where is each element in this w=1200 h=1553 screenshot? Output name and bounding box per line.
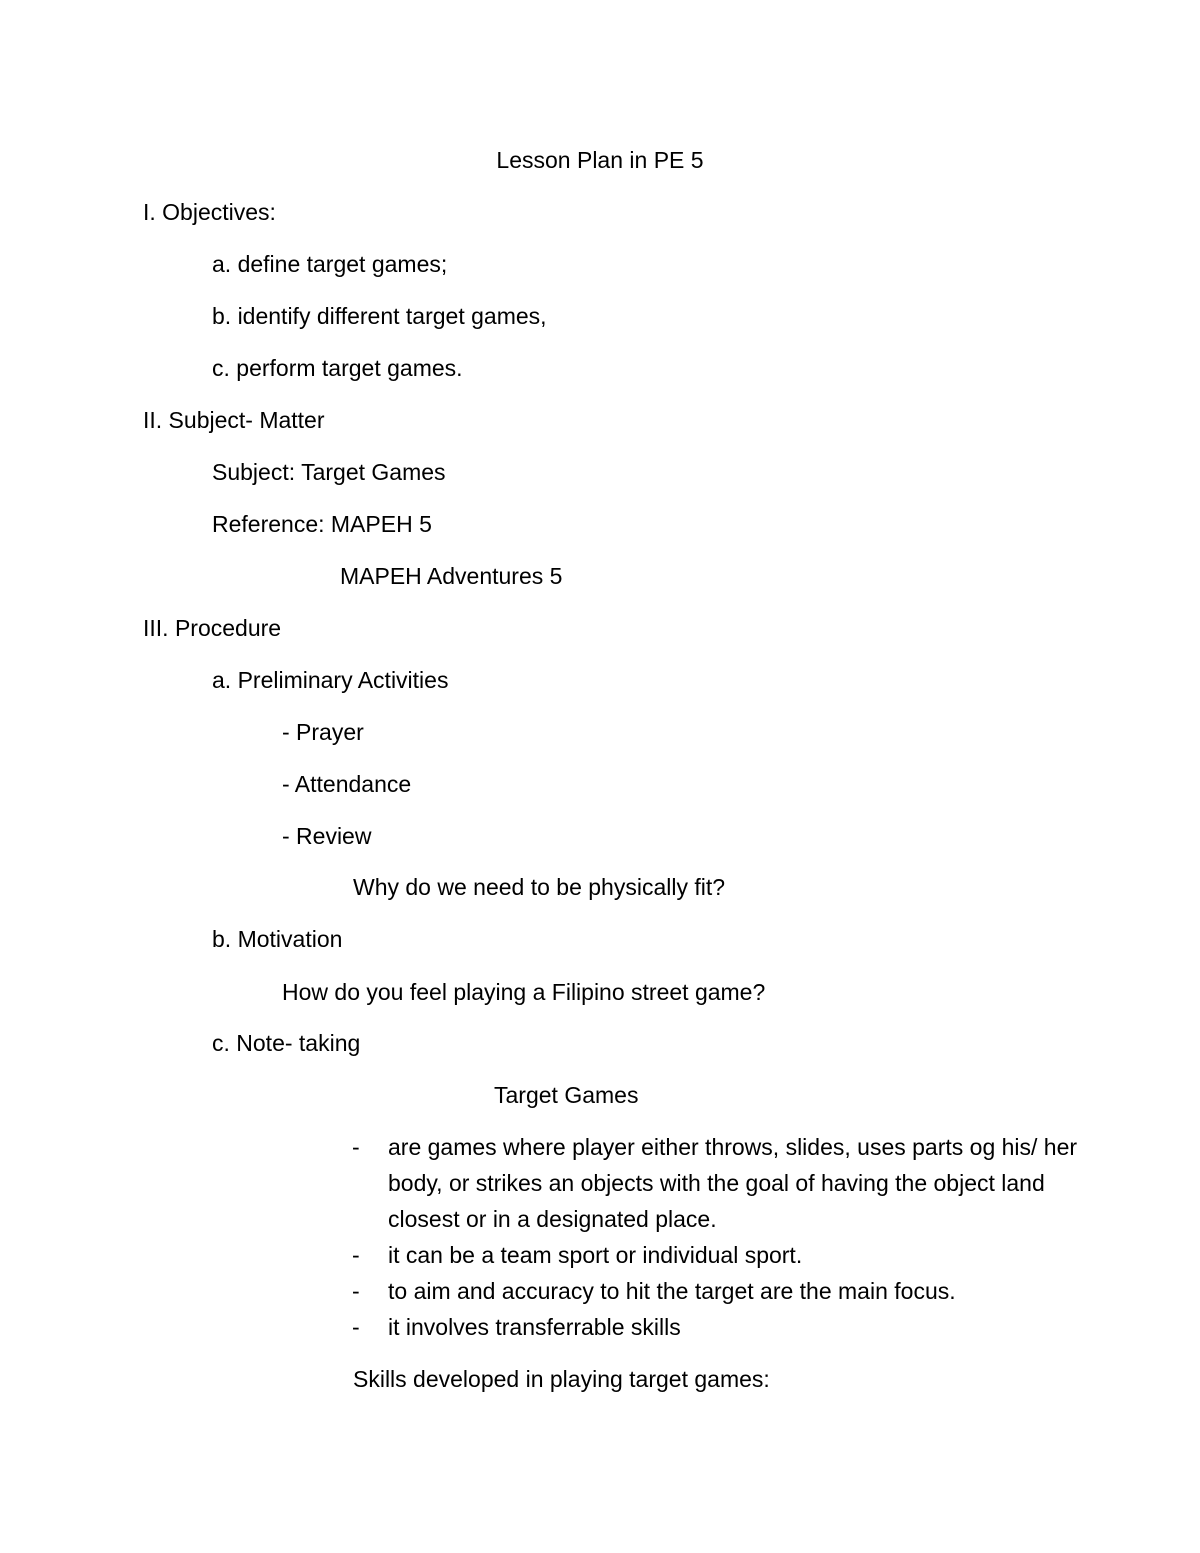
skills-heading: Skills developed in playing target games: <box>353 1366 770 1392</box>
bullet-marker: - <box>352 1278 360 1304</box>
reference-line-2: MAPEH Adventures 5 <box>340 563 563 589</box>
objectives-heading: I. Objectives: <box>143 199 276 225</box>
preliminary-activities-label: a. Preliminary Activities <box>212 667 449 693</box>
motivation-question: How do you feel playing a Filipino street game? <box>282 979 766 1005</box>
bullet-text: it involves transferrable skills <box>388 1314 681 1340</box>
objective-item: a. define target games; <box>212 251 448 277</box>
bullet-text: it can be a team sport or individual sport. <box>388 1242 803 1268</box>
reference-line: Reference: MAPEH 5 <box>212 511 432 537</box>
motivation-label: b. Motivation <box>212 926 343 952</box>
page-title: Lesson Plan in PE 5 <box>496 147 704 173</box>
bullet-text: to aim and accuracy to hit the target are the main focus. <box>388 1278 956 1304</box>
activity-item: - Prayer <box>282 719 364 745</box>
bullet-text: are games where player either throws, slides, uses parts og his/ her body, or strikes an objects with the goal of having the object land closest or in a designated place. <box>388 1134 1078 1232</box>
bullet-marker: - <box>352 1314 360 1340</box>
procedure-heading: III. Procedure <box>143 615 282 641</box>
review-question: Why do we need to be physically fit? <box>353 874 726 900</box>
subject-matter-heading: II. Subject- Matter <box>143 407 325 433</box>
bullet-marker: - <box>352 1134 360 1160</box>
activity-item: - Review <box>282 823 372 849</box>
note-taking-label: c. Note- taking <box>212 1030 361 1056</box>
objective-item: b. identify different target games, <box>212 303 547 329</box>
subject-line: Subject: Target Games <box>212 459 446 485</box>
note-topic: Target Games <box>494 1082 639 1108</box>
activity-item: - Attendance <box>282 771 412 797</box>
objective-item: c. perform target games. <box>212 355 463 381</box>
bullet-marker: - <box>352 1242 360 1268</box>
